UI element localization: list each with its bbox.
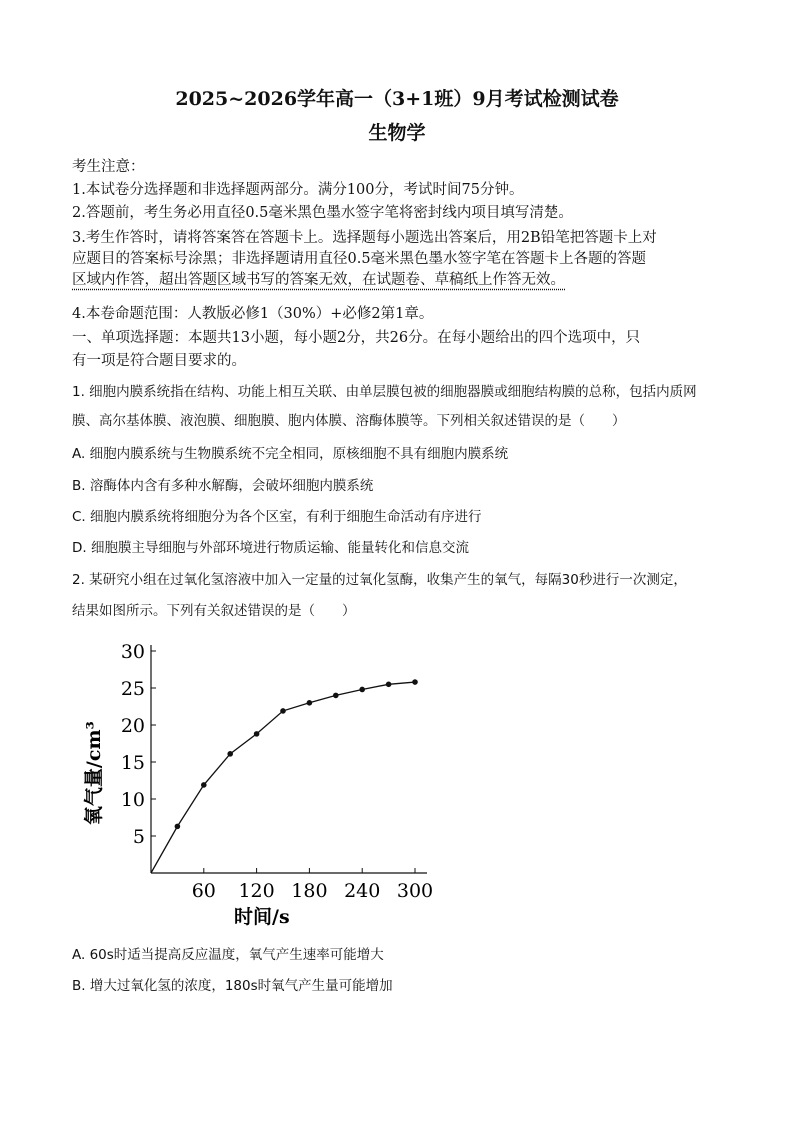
chart-series xyxy=(151,679,418,873)
data-point xyxy=(254,731,260,737)
data-point xyxy=(412,679,418,685)
data-point xyxy=(386,682,392,688)
chart-axes xyxy=(151,645,427,873)
q2-stem-line-2: 结果如图所示。下列有关叙述错误的是（ ） xyxy=(72,603,356,619)
data-point xyxy=(227,751,233,757)
y-tick-label: 15 xyxy=(120,752,145,774)
q1-option-b: B. 溶酶体内含有多种水解酶，会破坏细胞内膜系统 xyxy=(72,478,374,494)
q2-stem-line-1: 2. 某研究小组在过氧化氢溶液中加入一定量的过氧化氢酶，收集产生的氧气，每隔30秒进行一次测定， xyxy=(72,572,687,588)
x-tick-label: 300 xyxy=(396,880,434,902)
y-tick-label: 5 xyxy=(132,826,145,848)
notice-heading: 考生注意： xyxy=(72,159,145,175)
y-tick-label: 10 xyxy=(120,789,145,811)
data-point xyxy=(333,693,339,699)
y-tick-label: 20 xyxy=(120,715,145,737)
data-point xyxy=(175,824,181,830)
chart-ticks xyxy=(121,641,433,902)
x-tick-label: 60 xyxy=(191,880,216,902)
notice-item-1: 1.本试卷分选择题和非选择题两部分。满分100分，考试时间75分钟。 xyxy=(72,182,524,198)
q2-option-a: A. 60s时适当提高反应温度，氧气产生速率可能增大 xyxy=(72,947,384,963)
x-axis-label: 时间/s xyxy=(234,906,290,928)
section-heading-line-2: 有一项是符合题目要求的。 xyxy=(72,353,246,369)
data-point xyxy=(359,687,365,693)
y-tick-label: 25 xyxy=(120,678,145,700)
data-point xyxy=(307,700,313,706)
q1-stem-line-1: 1. 细胞内膜系统指在结构、功能上相互关联、由单层膜包被的细胞器膜或细胞结构膜的总称，包括内质网 xyxy=(72,384,697,400)
notice-item-4: 4.本卷命题范围：人教版必修1（30%）+必修2第1章。 xyxy=(72,306,434,322)
subject-title: 生物学 xyxy=(368,122,426,144)
exam-title: 2025~2026学年高一（3+1班）9月考试检测试卷 xyxy=(175,88,619,110)
x-tick-label: 180 xyxy=(291,880,328,902)
notice-item-3-line-1: 3.考生作答时，请将答案答在答题卡上。选择题每小题选出答案后，用2B铅笔把答题卡上对 xyxy=(72,230,657,246)
notice-item-2: 2.答题前，考生务必用直径0.5毫米黑色墨水签字笔将密封线内项目填写清楚。 xyxy=(72,205,573,221)
data-point xyxy=(201,782,207,788)
y-axis-label: 氧气量/cm³ xyxy=(83,721,105,826)
y-tick-label: 30 xyxy=(120,641,145,663)
q2-option-b: B. 增大过氧化氢的浓度，180s时氧气产生量可能增加 xyxy=(72,978,393,994)
oxygen-time-chart xyxy=(80,630,440,930)
q1-option-d: D. 细胞膜主导细胞与外部环境进行物质运输、能量转化和信息交流 xyxy=(72,540,469,556)
x-tick-label: 240 xyxy=(344,880,381,902)
q1-option-a: A. 细胞内膜系统与生物膜系统不完全相同，原核细胞不具有细胞内膜系统 xyxy=(72,446,509,462)
q1-stem-line-2: 膜、高尔基体膜、液泡膜、细胞膜、胞内体膜、溶酶体膜等。下列相关叙述错误的是（ ） xyxy=(72,413,626,429)
section-heading-line-1: 一、单项选择题：本题共13小题，每小题2分，共26分。在每小题给出的四个选项中，只 xyxy=(72,330,641,346)
x-tick-label: 120 xyxy=(238,880,275,902)
q1-option-c: C. 细胞内膜系统将细胞分为各个区室，有利于细胞生命活动有序进行 xyxy=(72,509,482,525)
notice-item-3-line-3: 区域内作答，超出答题区域书写的答案无效，在试题卷、草稿纸上作答无效。 xyxy=(72,272,565,288)
notice-item-3-line-2: 应题目的答案标号涂黑；非选择题请用直径0.5毫米黑色墨水签字笔在答题卡上各题的答题 xyxy=(72,251,647,267)
data-point xyxy=(280,708,286,714)
